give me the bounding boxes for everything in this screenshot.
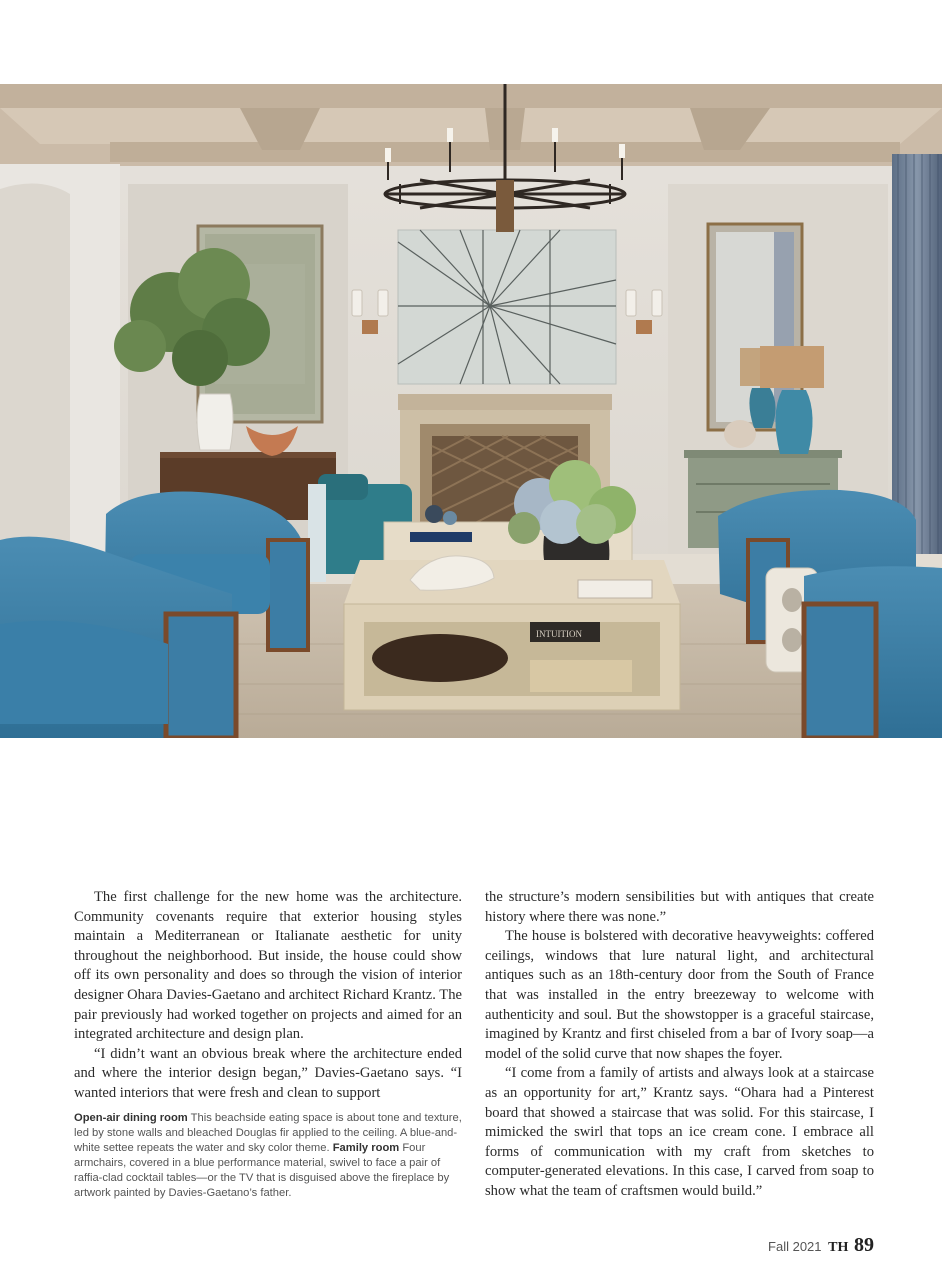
page-folio (768, 1234, 874, 1257)
caption-label-dining: Open-air dining room (74, 1112, 188, 1124)
article-column-right (485, 888, 874, 1202)
page-number: 89 (854, 1234, 874, 1256)
armchair-right-front (804, 566, 942, 738)
paragraph: The house is bolstered with decorative heavyweights: coffered ceilings, windows that lure natural light, and architectural antiques such as an 18th-century door from the South of France that was installed in the entry breezeway to welcome with authenticity and soul. But the showstopper is a graceful staircase, imagined by Krantz and first chiseled from a bar of Ivory soap—a model of the solid curve that now shapes the foyer. (485, 928, 874, 1062)
issue-date: Fall 2021 (768, 1239, 822, 1254)
caption-text-dining: This beachside eating space is about tone and texture, led by stone walls and bleached Douglas fir applied to the ceiling. A blue-and-white settee repeats the water and sky color theme. (74, 1112, 462, 1154)
paragraph: the structure’s modern sensibilities but with antiques that create history where there was none.” (485, 889, 874, 925)
paragraph: The first challenge for the new home was the architecture. Community covenants require that exterior housing styles maintain a Mediterranean or Italianate aesthetic for unity throughout the neighborhood. But inside, the house could show off its own personality and does so through the vision of interior designer Ohara Davies-Gaetano and architect Richard Krantz. The pair previously had worked together on projects and aimed for an integrated architecture and design plan. (74, 889, 462, 1043)
book-spine-label: INTUITION (536, 629, 582, 639)
caption-label-family: Family room (332, 1142, 400, 1154)
family-room-photo (0, 84, 942, 738)
cocktail-table-front (344, 556, 680, 710)
caption-text-family: Four armchairs, covered in a blue performance material, swivel to face a pair of raffia-clad cocktail tables—or the TV that is disguised above the fireplace by artwork painted by Davies-Gaetano’s father. (74, 1142, 450, 1199)
coffered-ceiling (0, 84, 942, 166)
article-column-left (74, 888, 462, 1104)
family-room-illustration (0, 84, 942, 738)
sunburst-artwork (398, 230, 616, 384)
paragraph: “I come from a family of artists and always look at a staircase as an opportunity for art,” Krantz says. “Ohara had a Pinterest board that showed a staircase that was solid. For this staircase, I mimicked the swirl that tops an ice cream cone. I embrace all forms of communication with my craft from sketches to computer-generated elevations. In this case, I carved from soap to show what the team of craftsmen would build.” (485, 1065, 874, 1199)
paragraph: “I didn’t want an obvious break where the architecture ended and where the interior design began,” Davies-Gaetano says. “I wanted interiors that were fresh and clean to support (74, 1045, 462, 1101)
photo-caption (74, 1111, 462, 1201)
magazine-initials: TH (828, 1240, 849, 1255)
